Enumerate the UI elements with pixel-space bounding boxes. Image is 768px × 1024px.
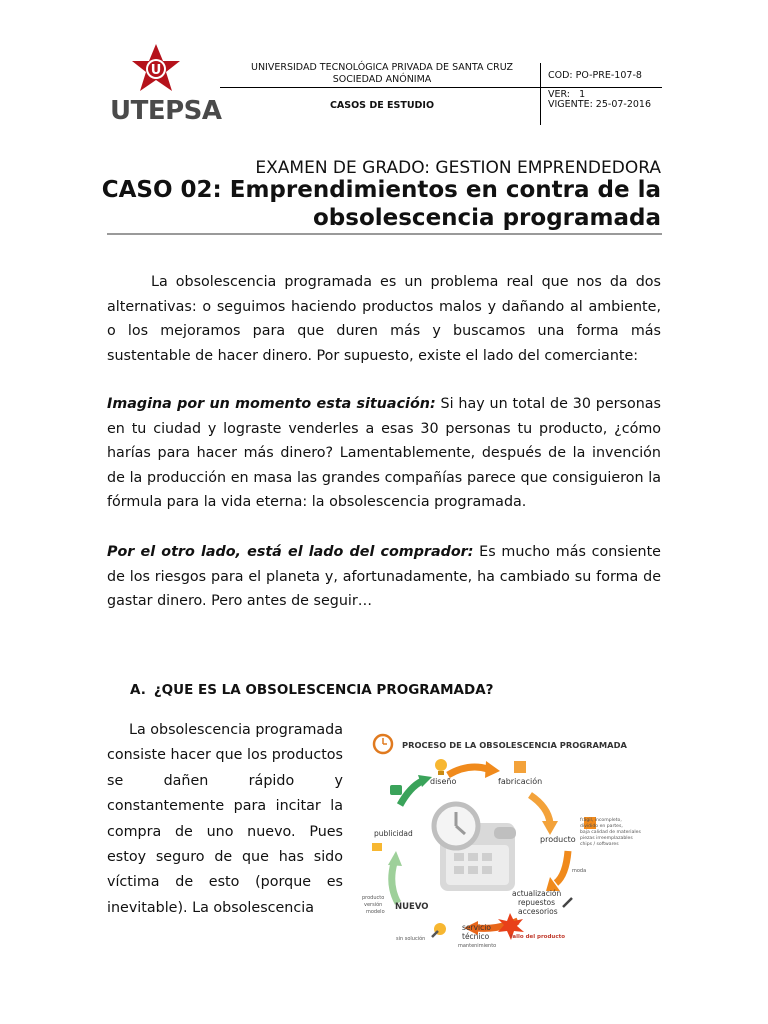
logo-wordmark: UTEPSA (110, 96, 222, 126)
label-accesorios: accesorios (518, 907, 558, 916)
document-type: CASOS DE ESTUDIO (329, 100, 435, 111)
company-type-line: SOCIEDAD ANÓNIMA (332, 74, 432, 85)
label-version: versión (364, 902, 383, 908)
merchant-lead: Imagina por un momento esta situación: (107, 396, 436, 412)
document-code: COD: PO-PRE-107-8 (548, 70, 642, 81)
infographic-title: PROCESO DE LA OBSOLESCENCIA PROGRAMADA (402, 740, 627, 750)
header-right-divider (540, 87, 662, 88)
buyer-paragraph (107, 540, 661, 614)
header-vertical-divider (540, 63, 541, 125)
producto-note-2: dividido en partes, (580, 824, 623, 829)
arrow-diseno-fabricacion (448, 767, 488, 775)
definition-text: La obsolescencia programada consiste hacer que los productos se dañen rápido y constantemente para incitar la compra de uno nuevo. Pues estoy seguro de que has sido víctima de esto (porque es inevitable). La obsolescencia (107, 722, 343, 916)
label-moda: moda (572, 868, 587, 874)
lightbulb-icon (435, 759, 447, 775)
case-title: CASO 02: Emprendimientos en contra de la obsolescencia programada (101, 177, 661, 231)
label-fallo: fallo del producto (510, 934, 565, 940)
section-title: ¿QUE ES LA OBSOLESCENCIA PROGRAMADA? (153, 682, 494, 698)
producto-note-1: frágil, incompleto, (580, 818, 622, 823)
arrow-publicidad-diseno (400, 781, 422, 805)
buyer-body: Es mucho más consiente de los riesgos para el planeta y, afortunadamente, ha cambiado su forma de gastar dinero. Pero antes de seguir… (107, 544, 661, 610)
tools-icon (563, 898, 572, 907)
header-divider (220, 87, 540, 88)
university-line: UNIVERSIDAD TECNOLÓGICA PRIVADA DE SANTA CRUZ (251, 62, 513, 73)
label-servicio: servicio (462, 923, 491, 932)
university-name (232, 62, 532, 86)
label-fabricacion: fabricación (498, 777, 543, 786)
exam-subtitle: EXAMEN DE GRADO: GESTION EMPRENDEDORA (255, 158, 661, 178)
label-producto-small: producto (362, 895, 385, 901)
merchant-paragraph (107, 392, 661, 515)
svg-text:U: U (150, 63, 162, 78)
buyer-lead: Por el otro lado, está el lado del comprador: (107, 544, 474, 560)
label-mantenimiento: mantenimiento (458, 943, 497, 949)
clock-icon (374, 735, 392, 753)
utepsa-star-emblem-icon (108, 44, 220, 96)
label-actualizacion: actualización (512, 889, 562, 898)
label-diseno: diseño (430, 777, 457, 786)
arrow-nuevo-publicidad (392, 863, 398, 903)
label-sin-solucion: sin solución (396, 936, 426, 942)
label-nuevo: NUEVO (395, 902, 429, 912)
intro-paragraph: La obsolescencia programada es un problema real que nos da dos alternativas: o seguimos haciendo productos malos y dañando al ambiente, o los mejoramos para que duren más y buscamos una forma más sustentable de hacer dinero. Por supuesto, existe el lado del comerciante: (107, 274, 661, 364)
label-producto: producto (540, 835, 576, 844)
title-rule (107, 233, 662, 235)
label-tecnico: técnico (462, 932, 490, 941)
arrow-producto-actualizacion (556, 851, 568, 883)
arrow-fabricacion-producto (530, 795, 550, 823)
section-letter: A. (130, 682, 146, 698)
section-a-heading (130, 682, 494, 698)
document-vigente: VIGENTE: 25-07-2016 (548, 99, 652, 110)
merchant-body: Si hay un total de 30 personas en tu ciudad y lograste venderles a esas 30 personas tu producto, ¿cómo harías para hacer más dinero? Lamentablemente, después de la invención de la producción en masa las grandes compañías parece que consiguieron la fórmula para la vida eterna: la obsolescencia programada. (107, 396, 661, 511)
wrench-icon (432, 923, 446, 937)
producto-note-4: piezas irreemplazables (580, 836, 633, 841)
calendar-clock-icon (434, 804, 516, 891)
document-version: VER: 1 (548, 89, 586, 100)
box-icon (514, 761, 526, 773)
megaphone-icon (372, 843, 382, 851)
obsolescence-process-infographic (358, 725, 660, 955)
definition-paragraph (107, 718, 343, 921)
hand-money-icon (390, 785, 402, 795)
producto-note-5: chips / softwares (580, 842, 619, 847)
producto-note-3: baja calidad de materiales (580, 830, 641, 835)
label-repuestos: repuestos (518, 898, 556, 907)
label-modelo: modelo (366, 909, 385, 915)
label-publicidad: publicidad (374, 829, 413, 838)
utepsa-logo (108, 44, 220, 126)
